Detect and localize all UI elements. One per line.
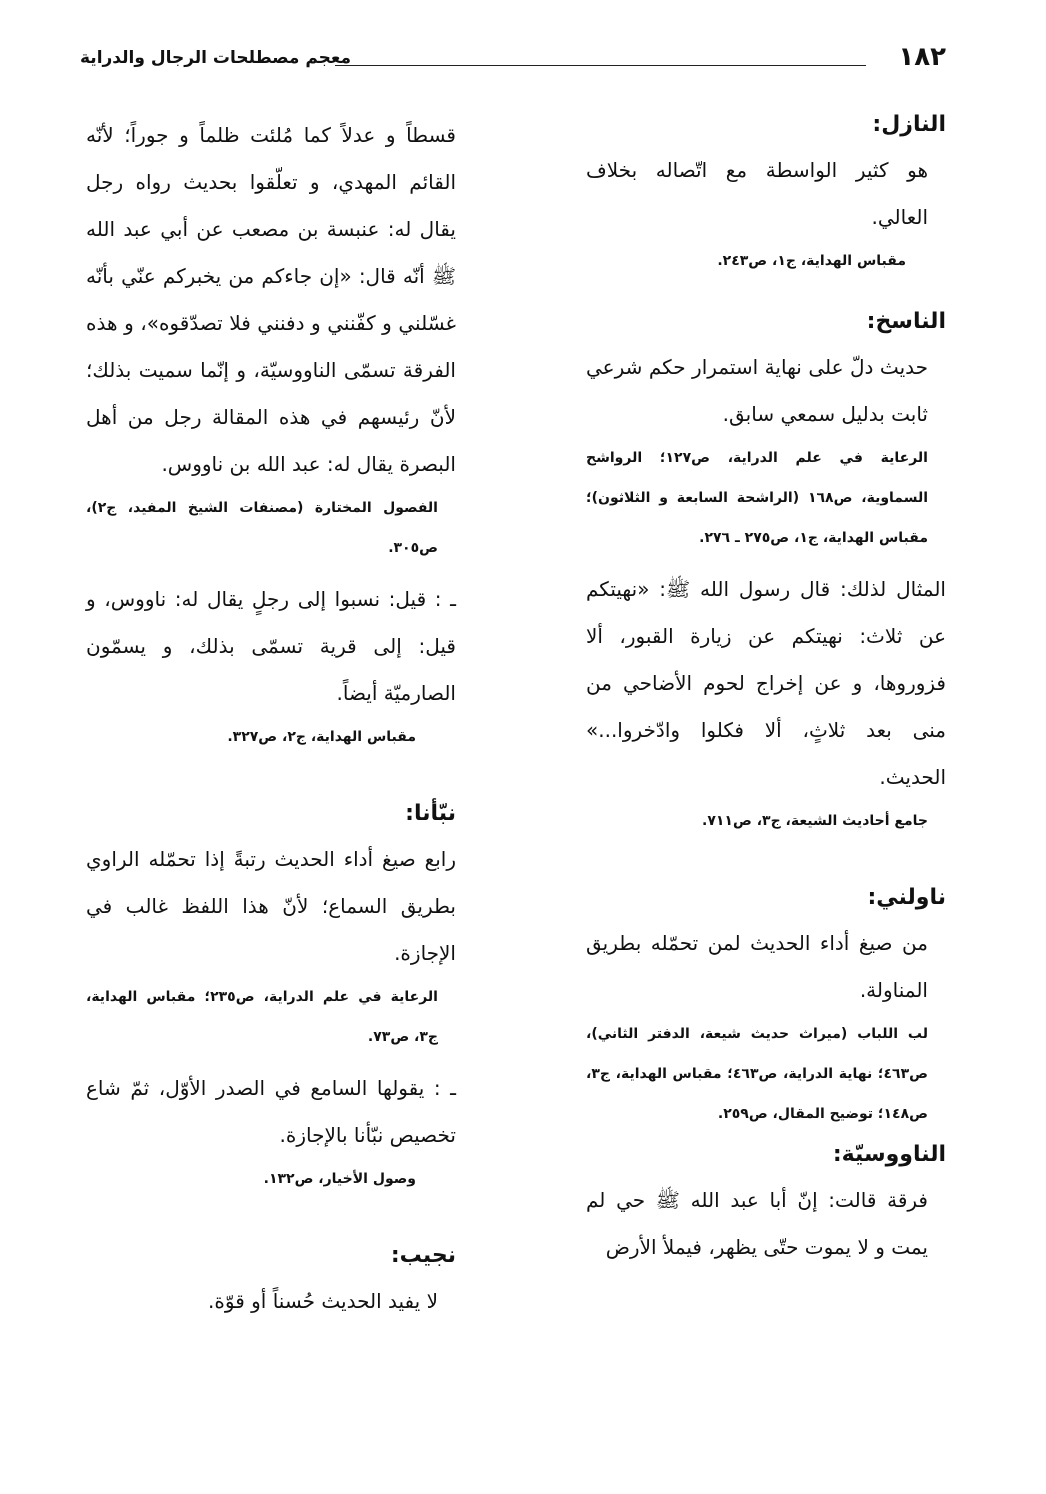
source-nabbaana: الرعاية في علم الدراية، ص٢٣٥؛ مقباس الهداية، ج٣، ص٧٣. bbox=[86, 989, 438, 1045]
left-column bbox=[86, 112, 456, 1325]
page-number: ١٨٢ bbox=[898, 42, 946, 72]
headword-nawilni: ناولني: bbox=[867, 885, 946, 910]
definition-nawusiyya: فرقة قالت: إنّ أبا عبد الله ﷺ حي لم يمت و لا يموت حتّى يظهر، فيملأ الأرض bbox=[586, 1188, 928, 1259]
definition-nazil: هو كثير الواسطة مع اتّصاله بخلاف العالي. bbox=[586, 158, 928, 229]
headword-nazil: النازل: bbox=[872, 112, 946, 137]
definition-najib: لا يفيد الحديث حُسناً أو قوّة. bbox=[208, 1289, 438, 1313]
definition-nasikh: حديث دلّ على نهاية استمرار حكم شرعي ثابت بدليل سمعي سابق. bbox=[586, 355, 928, 426]
definition-nabbaana: رابع صيغ أداء الحديث رتبةً إذا تحمّله الراوي بطريق السماع؛ لأنّ هذا اللفظ غالب في الإجازة. bbox=[86, 847, 456, 965]
continuation-note-source: مقباس الهداية، ج٢، ص٣٢٧. bbox=[227, 729, 416, 745]
example-source-nasikh: جامع أحاديث الشيعة، ج٣، ص٧١١. bbox=[702, 813, 928, 829]
headword-nasikh: الناسخ: bbox=[866, 309, 946, 334]
running-title: معجم مصطلحات الرجال والدراية bbox=[80, 48, 352, 68]
headword-najib: نجيب: bbox=[390, 1243, 456, 1268]
continuation-note: ـ : قيل: نسبوا إلى رجلٍ يقال له: ناووس، و قيل: إلى قرية تسمّى بذلك، و يسمّون الصارميّة أيضاً. bbox=[86, 587, 456, 705]
right-column bbox=[586, 112, 946, 1271]
note-nabbaana: ـ : يقولها السامع في الصدر الأوّل، ثمّ شاع تخصيص نبّأنا بالإجازة. bbox=[86, 1076, 456, 1147]
source-nazil: مقباس الهداية، ج١، ص٢٤٣. bbox=[717, 253, 906, 269]
definition-nawilni: من صيغ أداء الحديث لمن تحمّله بطريق المناولة. bbox=[586, 931, 928, 1002]
source-nawilni: لب اللباب (ميراث حديث شيعة، الدفتر الثاني)، ص٤٦٣؛ نهاية الدراية، ص٤٦٣؛ مقباس الهداية، ج٣، ص١٤٨؛ توضيح المقال، ص٢٥٩. bbox=[586, 1026, 928, 1122]
continuation-source: الفصول المختارة (مصنفات الشيخ المفيد، ج٢)، ص٣٠٥. bbox=[86, 500, 438, 556]
continuation-text: قسطاً و عدلاً كما مُلئت ظلماً و جوراً؛ لأنّه القائم المهدي، و تعلّقوا بحديث رواه رجل يقال له: عنبسة بن مصعب عن أبي عبد الله ﷺ أنّه قال: «إن جاءكم من يخبركم عنّي بأنّه غسّلني و كفّنني و دفنني فلا تصدّقوه»، و هذه الفرقة تسمّى الناووسيّة، و إنّما سميت بذلك؛ لأنّ رئيسهم في هذه المقالة رجل من أهل البصرة يقال له: عبد الله بن ناووس. bbox=[86, 123, 456, 476]
example-nasikh: المثال لذلك: قال رسول الله ﷺ: «نهيتكم عن ثلاث: نهيتكم عن زيارة القبور، ألا فزوروها، و عن إخراج لحوم الأضاحي من منى بعد ثلاثٍ، ألا فكلوا وادّخروا...» الحديث. bbox=[586, 577, 946, 789]
note-source-nabbaana: وصول الأخيار، ص١٣٢. bbox=[263, 1171, 416, 1187]
source-nasikh: الرعاية في علم الدراية، ص١٢٧؛ الرواشح السماوية، ص١٦٨ (الراشحة السابعة و الثلاثون)؛ مقباس الهداية، ج١، ص٢٧٥ ـ ٢٧٦. bbox=[586, 450, 928, 546]
headword-nawusiyya: الناووسيّة: bbox=[832, 1142, 946, 1167]
page-header bbox=[80, 42, 946, 78]
headword-nabbaana: نبّأنا: bbox=[405, 801, 456, 826]
header-rule bbox=[335, 65, 866, 66]
